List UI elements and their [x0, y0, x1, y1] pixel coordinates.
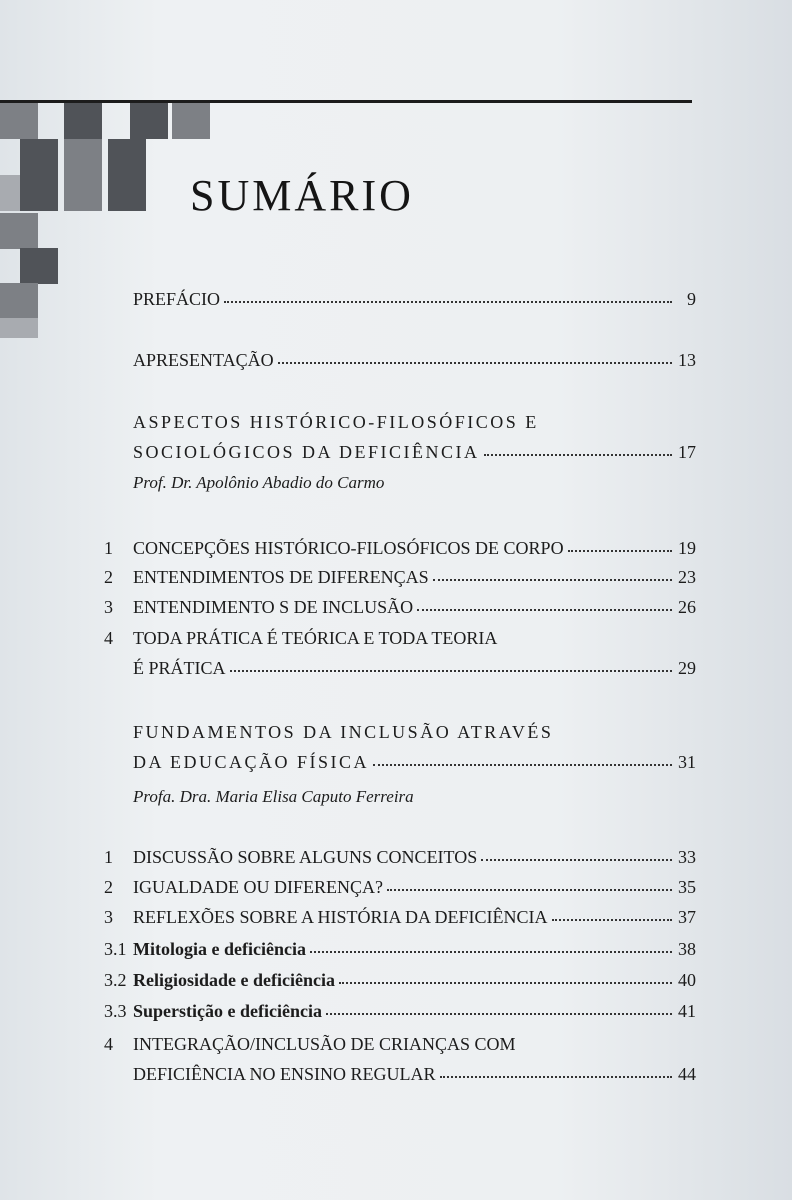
dot-leader	[484, 440, 672, 456]
dot-leader	[339, 968, 672, 984]
entry-page: 44	[678, 1064, 696, 1084]
dot-leader	[552, 905, 672, 921]
dot-leader	[440, 1062, 673, 1078]
entry-page: 17	[678, 442, 696, 462]
entry-title: PREFÁCIO	[133, 289, 221, 309]
dot-leader	[310, 937, 672, 953]
dot-leader	[568, 536, 672, 552]
entry-title: Religiosidade e deficiência	[133, 970, 335, 990]
dot-leader	[373, 750, 672, 766]
entry-page: 40	[678, 970, 696, 990]
dot-leader	[433, 565, 672, 581]
entry-number: 3.2	[104, 970, 127, 990]
entry-page: 19	[678, 538, 696, 558]
entry-title: SOCIOLÓGICOS DA DEFICIÊNCIA	[133, 442, 480, 462]
entry-number: 1	[104, 847, 113, 867]
entry-title: REFLEXÕES SOBRE A HISTÓRIA DA DEFICIÊNCIA	[133, 907, 548, 927]
entry-title-line1: TODA PRÁTICA É TEÓRICA E TODA TEORIA	[133, 628, 498, 648]
entry-title-line1: FUNDAMENTOS DA INCLUSÃO ATRAVÉS	[133, 722, 554, 742]
entry-page: 35	[678, 877, 696, 897]
entry-number: 3.1	[104, 939, 127, 959]
dot-leader	[230, 656, 672, 672]
entry-title-line1: INTEGRAÇÃO/INCLUSÃO DE CRIANÇAS COM	[133, 1034, 516, 1054]
dot-leader	[417, 595, 672, 611]
entry-page: 38	[678, 939, 696, 959]
entry-page: 29	[678, 658, 696, 678]
dot-leader	[326, 999, 672, 1015]
entry-number: 2	[104, 877, 113, 897]
dot-leader	[387, 875, 672, 891]
dot-leader	[278, 348, 672, 364]
entry-number: 4	[104, 1034, 113, 1054]
entry-title: CONCEPÇÕES HISTÓRICO-FILOSÓFICOS DE CORPO	[133, 538, 564, 558]
entry-title: ENTENDIMENTO S DE INCLUSÃO	[133, 597, 414, 617]
entry-page: 41	[678, 1001, 696, 1021]
entry-title: APRESENTAÇÃO	[133, 350, 274, 370]
entry-page: 33	[678, 847, 696, 867]
page-title: SUMÁRIO	[190, 171, 414, 220]
entry-page: 9	[687, 289, 696, 309]
entry-number: 3	[104, 597, 113, 617]
dot-leader	[481, 845, 672, 861]
section-author: Profa. Dra. Maria Elisa Caputo Ferreira	[133, 787, 414, 806]
entry-title: ENTENDIMENTOS DE DIFERENÇAS	[133, 567, 429, 587]
entry-number: 1	[104, 538, 113, 558]
entry-title-line1: ASPECTOS HISTÓRICO-FILOSÓFICOS E	[133, 412, 539, 432]
entry-title: É PRÁTICA	[133, 658, 226, 678]
entry-page: 23	[678, 567, 696, 587]
entry-title: DEFICIÊNCIA NO ENSINO REGULAR	[133, 1064, 436, 1084]
entry-page: 26	[678, 597, 696, 617]
entry-number: 4	[104, 628, 113, 648]
entry-number: 3	[104, 907, 113, 927]
entry-number: 2	[104, 567, 113, 587]
entry-page: 13	[678, 350, 696, 370]
section-author: Prof. Dr. Apolônio Abadio do Carmo	[133, 473, 385, 492]
entry-page: 37	[678, 907, 696, 927]
entry-title: Mitologia e deficiência	[133, 939, 306, 959]
entry-page: 31	[678, 752, 696, 772]
entry-number: 3.3	[104, 1001, 127, 1021]
dot-leader	[224, 287, 672, 303]
entry-title: DISCUSSÃO SOBRE ALGUNS CONCEITOS	[133, 847, 478, 867]
entry-title: IGUALDADE OU DIFERENÇA?	[133, 877, 383, 897]
entry-title: Superstição e deficiência	[133, 1001, 322, 1021]
entry-title: DA EDUCAÇÃO FÍSICA	[133, 752, 370, 772]
